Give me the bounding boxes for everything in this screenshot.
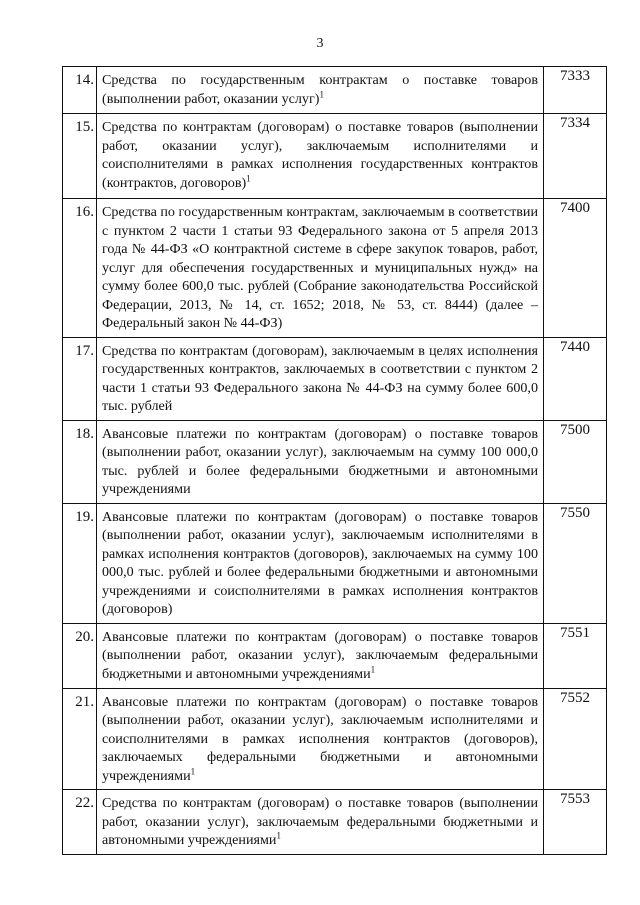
table-row [63, 420, 607, 503]
row-number: 19. [63, 503, 97, 623]
row-code: 7334 [544, 114, 607, 199]
footnote-marker: 1 [370, 663, 376, 674]
row-code: 7552 [544, 688, 607, 790]
row-number: 22. [63, 790, 97, 855]
row-code: 7440 [544, 337, 607, 420]
row-description: Средства по контрактам (договорам) о поставке товаров (выполнении работ, оказании услуг), заключаемым исполнителями и соисполнителями в рамках исполнения государственных контрактов (контрактов, договоров)$^1$ [97, 114, 544, 199]
table-row [63, 114, 607, 199]
row-description: Средства по государственным контрактам о поставке товаров (выполнении работ, оказании услуг)$^1$ [97, 67, 544, 114]
table-row [63, 337, 607, 420]
row-code: 7550 [544, 503, 607, 623]
row-code: 7333 [544, 67, 607, 114]
table-row [63, 199, 607, 338]
row-description: Авансовые платежи по контрактам (договорам) о поставке товаров (выполнении работ, оказании услуг), заключаемым исполнителями и соисполнителями в рамках исполнения контрактов (договоров), заключаемых федеральными бюджетными и автономными учреждениями$^1$ [97, 688, 544, 790]
row-description: Авансовые платежи по контрактам (договорам) о поставке товаров (выполнении работ, оказании услуг), заключаемым на сумму 100 000,0 тыс. рублей и более федеральными бюджетными и автономными учреждениями [97, 420, 544, 503]
row-number: 21. [63, 688, 97, 790]
table-row [63, 688, 607, 790]
row-code: 7500 [544, 420, 607, 503]
row-number: 16. [63, 199, 97, 338]
row-code: 7551 [544, 623, 607, 688]
table-row [63, 503, 607, 623]
row-number: 17. [63, 337, 97, 420]
row-description: Средства по государственным контрактам, заключаемым в соответствии с пунктом 2 части 1 статьи 93 Федерального закона от 5 апреля 2013 года № 44-ФЗ «О контрактной системе в сфере закупок товаров, работ, услуг для обеспечения государственных и муниципальных нужд» на сумму более 600,0 тыс. рублей (Собрание законодательства Российской Федерации, 2013, № 14, ст. 1652; 2018, № 53, ст. 8444) (далее – Федеральный закон № 44-ФЗ) [97, 199, 544, 338]
row-number: 20. [63, 623, 97, 688]
footnote-marker: 1 [319, 88, 324, 99]
table-row [63, 790, 607, 855]
row-number: 14. [63, 67, 97, 114]
row-number: 15. [63, 114, 97, 199]
table-row [63, 67, 607, 114]
row-number: 18. [63, 420, 97, 503]
footnote-marker: 1 [190, 765, 196, 776]
page-number: 3 [316, 36, 324, 51]
table-row [63, 623, 607, 688]
row-code: 7553 [544, 790, 607, 855]
row-description: Средства по контрактам (договорам), заключаемым в целях исполнения государственных контрактов, заключаемых в соответствии с пунктом 2 части 1 статьи 93 Федерального закона № 44-ФЗ на сумму более 600,0 тыс. рублей [97, 337, 544, 420]
footnote-marker: 1 [246, 172, 251, 183]
row-description: Средства по контрактам (договорам) о поставке товаров (выполнении работ, оказании услуг), заключаемым федеральными бюджетными и автономными учреждениями$^1$ [97, 790, 544, 855]
codes-table [62, 66, 607, 855]
row-description: Авансовые платежи по контрактам (договорам) о поставке товаров (выполнении работ, оказании услуг), заключаемым федеральными бюджетными и автономными учреждениями$^1$ [97, 623, 544, 688]
footnote-marker: 1 [276, 830, 281, 841]
row-code: 7400 [544, 199, 607, 338]
row-description: Авансовые платежи по контрактам (договорам) о поставке товаров (выполнении работ, оказании услуг), заключаемым исполнителями в рамках исполнения контрактов (договоров), заключаемых на сумму 100 000,0 тыс. рублей и более федеральными бюджетными и автономными учреждениями и соисполнителями в рамках исполнения контрактов (договоров) [97, 503, 544, 623]
